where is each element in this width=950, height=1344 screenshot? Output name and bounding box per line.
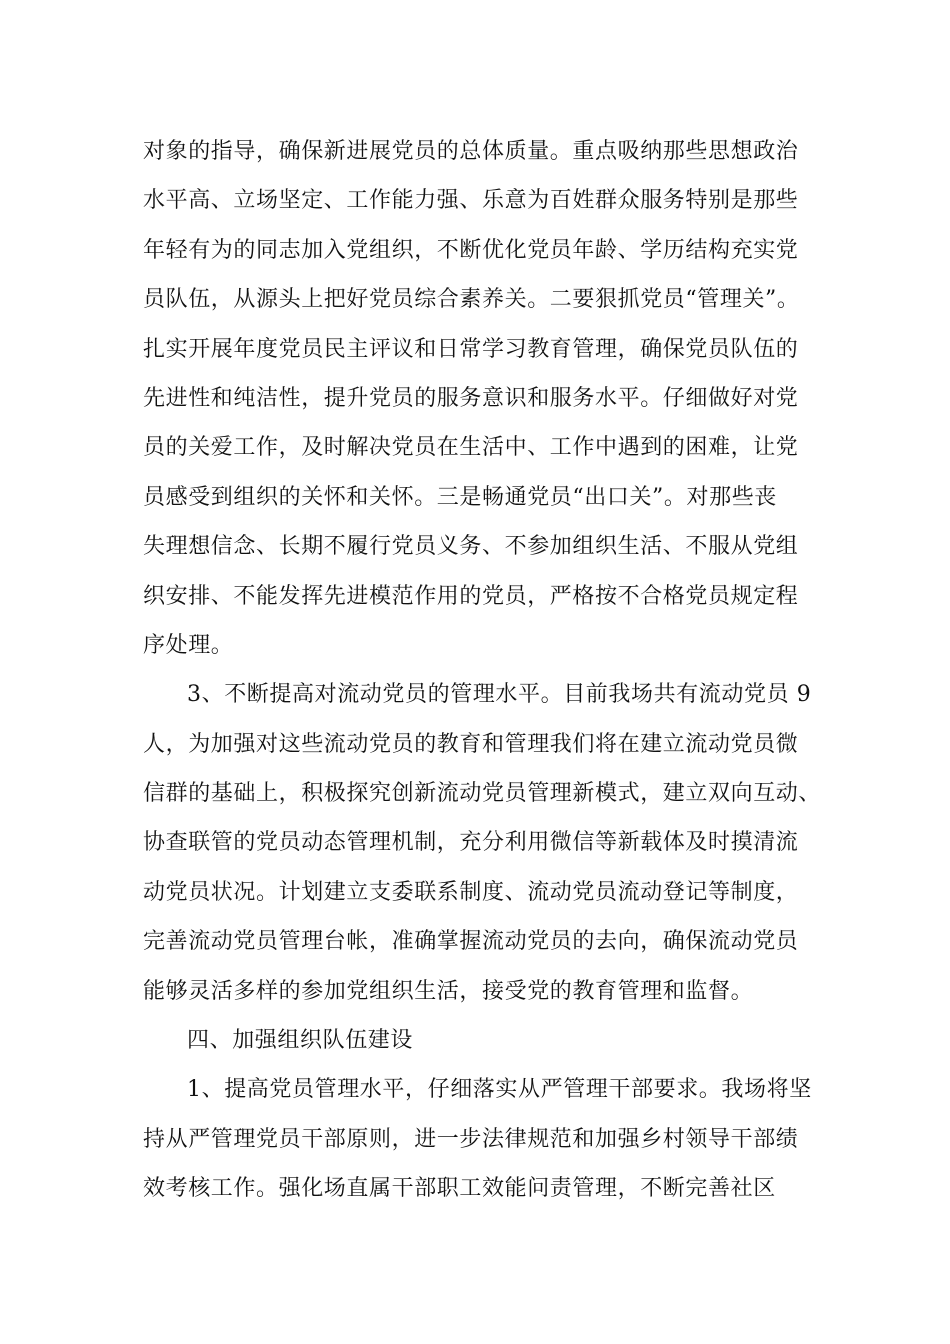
- text-line: 效考核工作。强化场直属干部职工效能问责管理，不断完善社区: [143, 1176, 776, 1202]
- text-line: 员感受到组织的关怀和关怀。三是畅通党员“出口关”。对那些丧: [143, 484, 777, 510]
- text-line: 扎实开展年度党员民主评议和日常学习教育管理，确保党员队伍的: [143, 336, 799, 362]
- text-line: 先进性和纯洁性，提升党员的服务意识和服务水平。仔细做好对党: [143, 385, 799, 411]
- text-line: 人，为加强对这些流动党员的教育和管理我们将在建立流动党员微: [143, 731, 799, 757]
- text-line: 序处理。: [143, 632, 234, 658]
- section-heading: 四、加强组织队伍建设: [187, 1028, 414, 1054]
- paragraph-start-line: 3、不断提高对流动党员的管理水平。目前我场共有流动党员 9: [187, 682, 812, 708]
- text-line: 能够灵活多样的参加党组织生活，接受党的教育管理和监督。: [143, 978, 754, 1004]
- text-line: 完善流动党员管理台帐，准确掌握流动党员的去向，确保流动党员: [143, 929, 799, 955]
- text-line: 失理想信念、长期不履行党员义务、不参加组织生活、不服从党组: [143, 534, 799, 560]
- text-line: 水平高、立场坚定、工作能力强、乐意为百姓群众服务特别是那些: [143, 188, 799, 214]
- text-line: 协查联管的党员动态管理机制，充分利用微信等新载体及时摸清流: [143, 830, 799, 856]
- text-line: 对象的指导，确保新进展党员的总体质量。重点吸纳那些思想政治: [143, 139, 799, 164]
- text-line: 动党员状况。计划建立支委联系制度、流动党员流动登记等制度，: [143, 879, 799, 905]
- text-line: 员队伍，从源头上把好党员综合素养关。二要狠抓党员“管理关”。: [143, 287, 800, 313]
- text-line: 持从严管理党员干部原则，进一步法律规范和加强乡村领导干部绩: [143, 1126, 799, 1152]
- text-line: 织安排、不能发挥先进模范作用的党员，严格按不合格党员规定程: [143, 583, 799, 609]
- text-line: 信群的基础上，积极探究创新流动党员管理新模式，建立双向互动、: [143, 781, 822, 807]
- paragraph-start-line: 1、提高党员管理水平，仔细落实从严管理干部要求。我场将坚: [187, 1077, 812, 1103]
- text-line: 年轻有为的同志加入党组织，不断优化党员年龄、学历结构充实党: [143, 237, 799, 263]
- document-body: [143, 127, 823, 1214]
- text-line: 员的关爱工作，及时解决党员在生活中、工作中遇到的困难，让党: [143, 435, 799, 461]
